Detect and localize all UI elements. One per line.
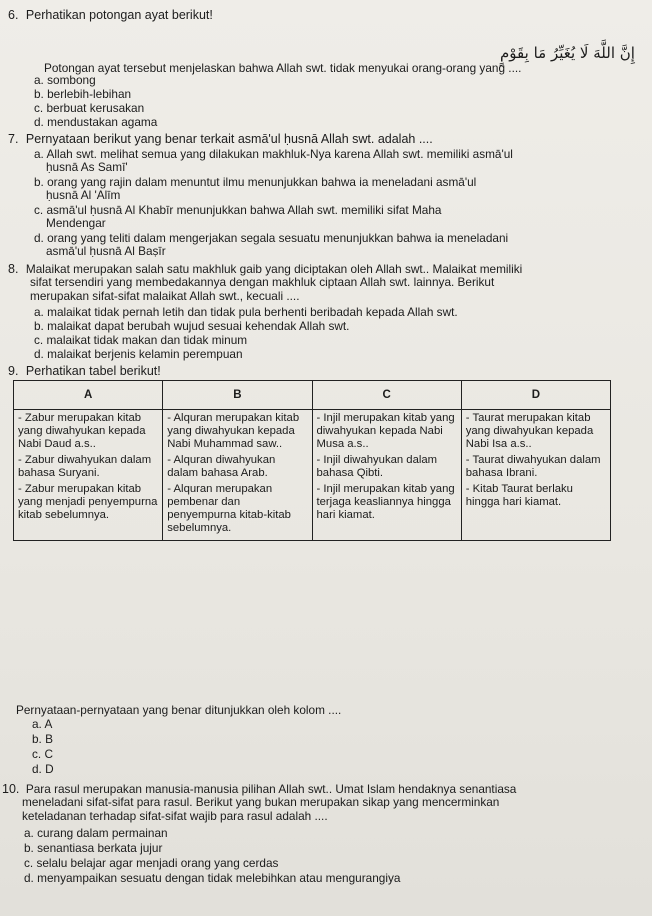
question-number: 6.: [8, 8, 19, 22]
option-6d[interactable]: d. mendustakan agama: [34, 115, 158, 129]
statement-d3: - Kitab Taurat berlaku hingga hari kiamat.: [465, 483, 573, 508]
option-8b[interactable]: b. malaikat dapat berubah wujud sesuai kehendak Allah swt.: [34, 319, 350, 333]
statement-d1: - Taurat merupakan kitab yang diwahyukan kepada Nabi Isa a.s..: [465, 412, 594, 450]
option-6a[interactable]: a. sombong: [34, 73, 96, 87]
table-cell-c: [312, 410, 461, 541]
question-prompt: Perhatikan potongan ayat berikut!: [25, 8, 213, 22]
option-10d[interactable]: d. menyampaikan sesuatu dengan tidak melebihkan atau mengurangiya: [24, 871, 401, 885]
question-stem-line1: Malaikat merupakan salah satu makhluk gaib yang diciptakan oleh Allah swt.. Malaikat memiliki: [25, 262, 523, 276]
question-number: 10.: [2, 782, 20, 796]
question-7-heading: [8, 132, 433, 146]
statement-a1: - Zabur merupakan kitab yang diwahyukan kepada Nabi Daud a.s..: [18, 412, 146, 450]
column-header-b: B: [163, 381, 312, 410]
option-9b[interactable]: b. B: [32, 732, 53, 746]
option-6b[interactable]: b. berlebih-lebihan: [34, 87, 132, 101]
question-9-heading: [8, 364, 161, 378]
table-header-row: [14, 381, 611, 410]
comparison-table: [13, 380, 611, 541]
option-9d[interactable]: d. D: [32, 762, 54, 776]
table-cell-a: [14, 410, 163, 541]
option-7a-line2[interactable]: ḥusnā As Samī': [46, 160, 128, 174]
column-header-c: C: [312, 381, 461, 410]
question-10-stem-line3: keteladanan terhadap sifat-sifat wajib para rasul adalah ....: [22, 809, 328, 823]
question-number: 9.: [8, 364, 19, 378]
question-stem-line1: Para rasul merupakan manusia-manusia pilihan Allah swt.. Umat Islam hendaknya senantiasa: [25, 782, 517, 796]
column-header-a: A: [14, 381, 163, 410]
statement-c3: - Injil merupakan kitab yang terjaga keasliannya hingga hari kiamat.: [316, 483, 455, 521]
option-9c[interactable]: c. C: [32, 747, 53, 761]
table-cell-b: [163, 410, 312, 541]
question-number: 8.: [8, 262, 19, 276]
option-10c[interactable]: c. selalu belajar agar menjadi orang yang cerdas: [24, 856, 279, 870]
option-10b[interactable]: b. senantiasa berkata jujur: [24, 841, 163, 855]
option-6c[interactable]: c. berbuat kerusakan: [34, 101, 145, 115]
option-7c-line2[interactable]: Mendengar: [46, 216, 106, 230]
table-cell-d: [461, 410, 610, 541]
option-7d-line2[interactable]: asmā'ul ḥusnā Al Baṣīr: [46, 244, 166, 258]
table-row: [14, 410, 611, 541]
option-9a[interactable]: a. A: [32, 717, 53, 731]
question-10-stem-line2: meneladani sifat-sifat para rasul. Berikut yang bukan merupakan sikap yang mencerminkan: [22, 795, 500, 809]
option-8c[interactable]: c. malaikat tidak makan dan tidak minum: [34, 333, 248, 347]
question-6-heading: [8, 8, 213, 22]
column-header-d: D: [461, 381, 610, 410]
option-8d[interactable]: d. malaikat berjenis kelamin perempuan: [34, 347, 243, 361]
option-10a[interactable]: a. curang dalam permainan: [24, 826, 168, 840]
statement-c2: - Injil diwahyukan dalam bahasa Qibti.: [316, 454, 438, 479]
statement-b2: - Alquran diwahyukan dalam bahasa Arab.: [167, 454, 276, 479]
option-7c-line1[interactable]: c. asmā'ul ḥusnā Al Khabīr menunjukkan bahwa Allah swt. memiliki sifat Maha: [34, 203, 442, 217]
option-7a-line1[interactable]: a. Allah swt. melihat semua yang dilakukan makhluk-Nya karena Allah swt. memiliki asmā'ul: [34, 147, 513, 161]
question-8-heading: [8, 262, 522, 276]
question-stem: Pernyataan berikut yang benar terkait asmā'ul ḥusnā Allah swt. adalah ....: [25, 132, 433, 146]
question-6-stem: Potongan ayat tersebut menjelaskan bahwa Allah swt. tidak menyukai orang-orang yang ....: [44, 61, 522, 75]
option-7b-line1[interactable]: b. orang yang rajin dalam menuntut ilmu menunjukkan bahwa ia meneladani asmā'ul: [34, 175, 477, 189]
statement-b3: - Alquran merupakan pembenar dan penyempurna kitab-kitab sebelumnya.: [167, 483, 291, 534]
question-number: 7.: [8, 132, 19, 146]
question-10-heading: [2, 782, 516, 796]
question-8-stem-line3: merupakan sifat-sifat malaikat Allah swt., kecuali ....: [30, 289, 300, 303]
option-7d-line1[interactable]: d. orang yang teliti dalam mengerjakan segala sesuatu menunjukkan bahwa ia meneladani: [34, 231, 509, 245]
question-prompt: Perhatikan tabel berikut!: [25, 364, 161, 378]
statement-b1: - Alquran merupakan kitab yang diwahyukan kepada Nabi Muhammad saw..: [167, 412, 300, 450]
question-8-stem-line2: sifat tersendiri yang membedakannya dengan makhluk ciptaan Allah swt. lainnya. Berikut: [30, 275, 495, 289]
statement-a2: - Zabur diwahyukan dalam bahasa Suryani.: [18, 454, 152, 479]
statement-d2: - Taurat diwahyukan dalam bahasa Ibrani.: [465, 454, 601, 479]
option-7b-line2[interactable]: ḥusnā Al 'Alīm: [46, 188, 121, 202]
option-8a[interactable]: a. malaikat tidak pernah letih dan tidak pula berhenti beribadah kepada Allah swt.: [34, 305, 458, 319]
quran-verse-fragment: إِنَّ اللَّهَ لَا يُغَيِّرُ مَا بِقَوْمٍ: [500, 44, 635, 62]
statement-c1: - Injil merupakan kitab yang diwahyukan kepada Nabi Musa a.s..: [316, 412, 455, 450]
question-9-stem: Pernyataan-pernyataan yang benar ditunjukkan oleh kolom ....: [16, 703, 342, 717]
statement-a3: - Zabur merupakan kitab yang menjadi penyempurna kitab sebelumnya.: [18, 483, 158, 521]
